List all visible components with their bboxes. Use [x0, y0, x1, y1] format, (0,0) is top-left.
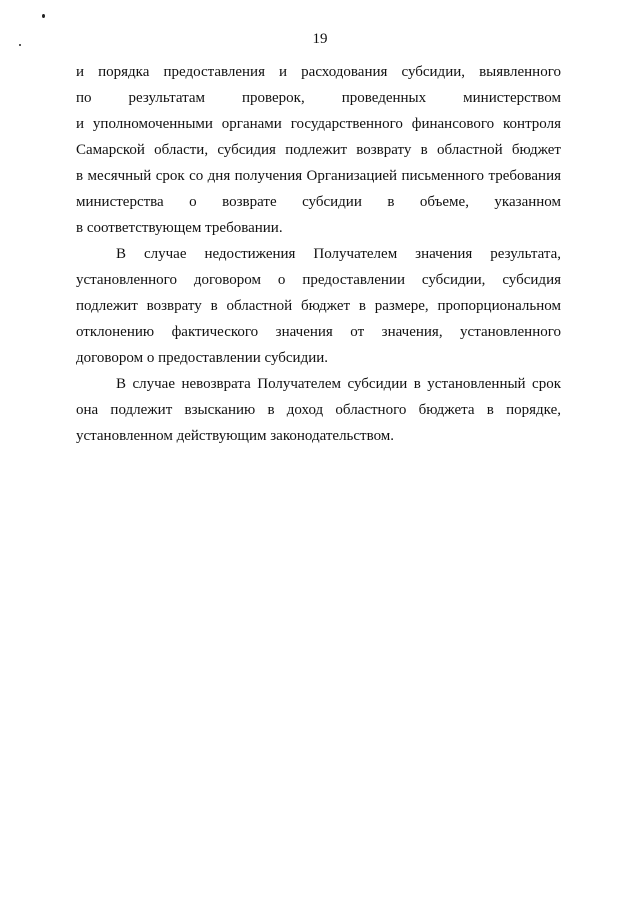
text-line: по результатам проверок, проведенных министерством [76, 90, 561, 106]
text-line: установленного договором о предоставлении субсидии, субсидия [76, 272, 561, 288]
text-line: подлежит возврату в областной бюджет в размере, пропорциональном [76, 298, 561, 314]
text-line: и уполномоченными органами государственного финансового контроля [76, 116, 561, 132]
paragraph-1 [76, 59, 561, 241]
text-line: установленном действующим законодательством. [76, 428, 395, 444]
text-line: В случае недостижения Получателем значения результата, [116, 246, 561, 262]
scan-speck [42, 14, 45, 18]
text-line: министерства о возврате субсидии в объеме, указанном [76, 194, 561, 210]
text-line: договором о предоставлении субсидии. [76, 350, 329, 366]
paragraph-3 [76, 371, 561, 449]
text-line: и порядка предоставления и расходования субсидии, выявленного [76, 64, 561, 80]
text-line: она подлежит взысканию в доход областного бюджета в порядке, [76, 402, 561, 418]
text-line: отклонению фактического значения от значения, установленного [76, 324, 561, 340]
text-line: В случае невозврата Получателем субсидии в установленный срок [116, 376, 561, 392]
text-line: Самарской области, субсидия подлежит возврату в областной бюджет [76, 142, 561, 158]
page-number: 19 [312, 31, 328, 47]
text-line: в соответствующем требовании. [76, 220, 283, 236]
text-line: в месячный срок со дня получения Организацией письменного требования [76, 168, 561, 184]
paragraph-2 [76, 241, 561, 371]
